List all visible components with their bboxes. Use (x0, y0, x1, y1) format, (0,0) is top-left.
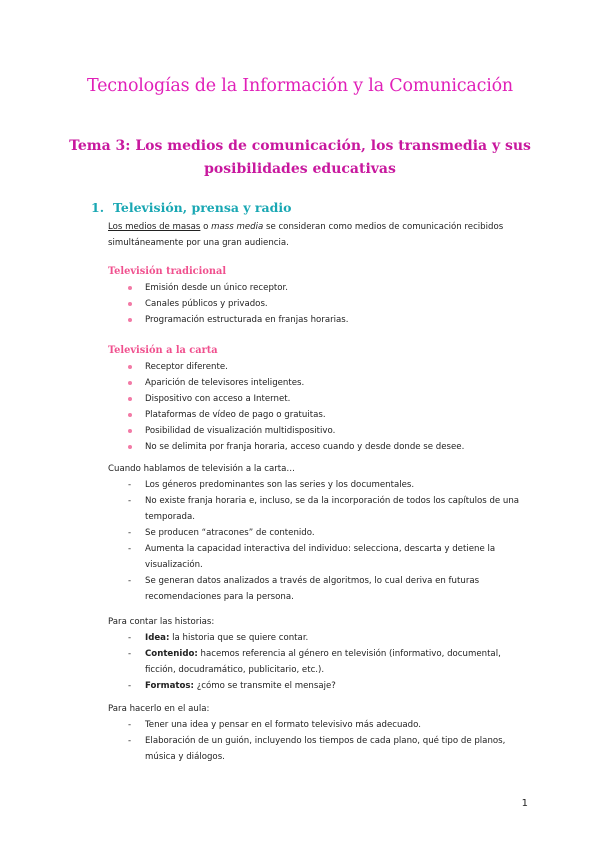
dash-marker: - (128, 633, 132, 643)
list-item-text: Aparición de televisores inteligentes. (145, 378, 305, 388)
tv-carta-item (108, 423, 528, 439)
list-item-text: Plataformas de vídeo de pago o gratuitas. (145, 410, 326, 420)
list-item-text: Emisión desde un único receptor. (145, 283, 289, 293)
list-item-text: Aumenta la capacidad interactiva del individuo: selecciona, descarta y detiene la visualización. (145, 544, 496, 570)
section-title: Televisión, prensa y radio (113, 200, 292, 215)
list-item-text: Se producen “atracones” de contenido. (145, 528, 315, 538)
list-item-text: la historia que se quiere contar. (169, 633, 309, 643)
tv-carta-item (108, 359, 528, 375)
historias-item (108, 630, 528, 646)
bullet-dot-icon (128, 397, 132, 401)
tv-tradicional-item (108, 296, 528, 312)
bullet-dot-icon (128, 318, 132, 322)
list-item-term: Formatos: (145, 681, 194, 691)
bullet-dot-icon (128, 413, 132, 417)
bullet-dot-icon (128, 286, 132, 290)
dash-marker: - (128, 649, 132, 659)
historias-section (108, 614, 528, 694)
dash-marker: - (128, 720, 132, 730)
document-title: Tecnologías de la Información y la Comunicación (87, 76, 513, 96)
list-item-text: hacemos referencia al género en televisión (informativo, documental, ficción, docudramático, publicitario, etc.). (145, 649, 501, 675)
section-heading (91, 200, 291, 215)
tv-carta-item (108, 439, 528, 455)
page-number: 1 (521, 798, 528, 809)
aula-item (108, 733, 528, 765)
tv-tradicional-item (108, 312, 528, 328)
historias-lead: Para contar las historias: (108, 617, 215, 627)
intro-paragraph (108, 219, 528, 251)
bullet-dot-icon (128, 365, 132, 369)
aula-section (108, 701, 528, 765)
tv-carta-heading: Televisión a la carta (108, 345, 218, 356)
aula-item (108, 717, 528, 733)
intro-underlined: Los medios de masas (108, 222, 201, 232)
list-item-text: Dispositivo con acceso a Internet. (145, 394, 291, 404)
dash-marker: - (128, 544, 132, 554)
bullet-dot-icon (128, 381, 132, 385)
cuando-item (108, 573, 528, 605)
list-item-text: Los géneros predominantes son las series y los documentales. (145, 480, 415, 490)
intro-rest: se consideran como medios de comunicación recibidos simultáneamente por una gran audiencia. (108, 222, 504, 248)
intro-italic: mass media (211, 222, 264, 232)
dash-marker: - (128, 681, 132, 691)
cuando-section (108, 461, 528, 605)
tv-carta-item (108, 407, 528, 423)
list-item-text: No existe franja horaria e, incluso, se da la incorporación de todos los capítulos de una temporada. (145, 496, 520, 522)
dash-marker: - (128, 528, 132, 538)
topic-subtitle: Tema 3: Los medios de comunicación, los transmedia y sus posibilidades educativas (69, 138, 531, 177)
cuando-item (108, 493, 528, 525)
aula-lead: Para hacerlo en el aula: (108, 704, 210, 714)
dash-marker: - (128, 480, 132, 490)
list-item-text: Programación estructurada en franjas horarias. (145, 315, 349, 325)
bullet-dot-icon (128, 302, 132, 306)
intro-connector: o (200, 222, 212, 232)
list-item-text: ¿cómo se transmite el mensaje? (193, 681, 336, 691)
list-item-text: Tener una idea y pensar en el formato televisivo más adecuado. (145, 720, 421, 730)
tv-carta-item (108, 391, 528, 407)
tv-carta-item (108, 375, 528, 391)
list-item-text: Canales públicos y privados. (145, 299, 268, 309)
dash-marker: - (128, 576, 132, 586)
tv-carta-list (108, 359, 528, 455)
cuando-item (108, 477, 528, 493)
cuando-item (108, 541, 528, 573)
section-number: 1. (91, 200, 105, 215)
list-item-text: Receptor diferente. (145, 362, 228, 372)
dash-marker: - (128, 496, 132, 506)
list-item-term: Contenido: (145, 649, 198, 659)
list-item-term: Idea: (145, 633, 170, 643)
bullet-dot-icon (128, 445, 132, 449)
tv-tradicional-item (108, 280, 528, 296)
list-item-text: Posibilidad de visualización multidispositivo. (145, 426, 336, 436)
list-item-text: Elaboración de un guión, incluyendo los tiempos de cada plano, qué tipo de planos, música y diálogos. (145, 736, 506, 762)
historias-item (108, 678, 528, 694)
historias-item (108, 646, 528, 678)
cuando-item (108, 525, 528, 541)
cuando-lead: Cuando hablamos de televisión a la carta… (108, 464, 295, 474)
dash-marker: - (128, 736, 132, 746)
bullet-dot-icon (128, 429, 132, 433)
list-item-text: Se generan datos analizados a través de algoritmos, lo cual deriva en futuras recomendaciones para la persona. (145, 576, 480, 602)
tv-tradicional-heading: Televisión tradicional (108, 266, 227, 277)
tv-tradicional-list (108, 280, 528, 328)
list-item-text: No se delimita por franja horaria, acceso cuando y desde donde se desee. (145, 442, 465, 452)
